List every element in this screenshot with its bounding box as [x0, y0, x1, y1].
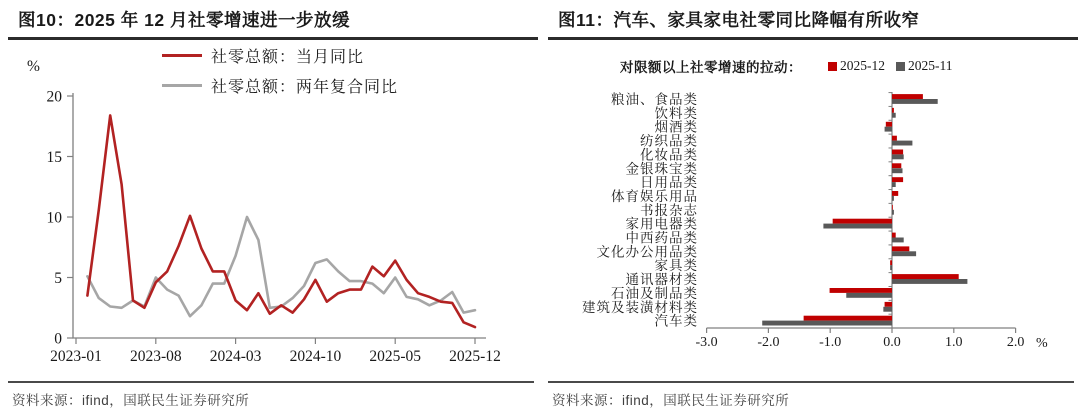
svg-text:2023-08: 2023-08: [129, 348, 182, 365]
svg-text:2024-10: 2024-10: [289, 348, 342, 365]
svg-text:-2.0: -2.0: [757, 335, 780, 350]
svg-text:体育娱乐用品: 体育娱乐用品: [611, 188, 698, 204]
figure-11-panel: [540, 0, 1080, 420]
svg-text:-1.0: -1.0: [819, 335, 842, 350]
svg-text:2.0: 2.0: [1006, 335, 1025, 350]
svg-text:建筑及装潢材料类: 建筑及装潢材料类: [582, 299, 698, 315]
svg-text:5: 5: [54, 270, 62, 287]
svg-text:文化办公用品类: 文化办公用品类: [596, 244, 698, 260]
svg-text:书报杂志: 书报杂志: [640, 202, 698, 218]
figure-11-title: 图11：汽车、家具家电社零同比降幅有所收窄: [548, 5, 1078, 40]
svg-text:化妆品类: 化妆品类: [640, 147, 698, 163]
svg-text:日用品类: 日用品类: [640, 175, 698, 191]
svg-text:石油及制品类: 石油及制品类: [611, 285, 698, 301]
svg-text:烟酒类: 烟酒类: [654, 119, 698, 135]
svg-text:汽车类: 汽车类: [654, 313, 698, 329]
svg-text:2025-05: 2025-05: [369, 348, 422, 365]
figure-11-bar-chart-canvas: [540, 0, 1080, 420]
svg-text:金银珠宝类: 金银珠宝类: [625, 161, 698, 177]
svg-text:0: 0: [54, 330, 62, 348]
svg-text:家具类: 家具类: [654, 258, 698, 274]
svg-text:0.0: 0.0: [883, 335, 901, 350]
svg-text:10: 10: [46, 209, 62, 227]
svg-text:2024-03: 2024-03: [209, 348, 262, 365]
svg-text:-3.0: -3.0: [695, 335, 718, 350]
2025-12-label: 2025-12: [840, 58, 885, 73]
figure-10-title: 图10：2025 年 12 月社零增速进一步放缓: [8, 5, 538, 40]
svg-text:2023-01: 2023-01: [50, 348, 102, 365]
svg-text:15: 15: [46, 149, 62, 166]
svg-text:2025-12: 2025-12: [449, 348, 501, 365]
2025-11-label: 2025-11: [908, 58, 953, 73]
figure-10-source: 资料来源：ifind，国联民生证券研究所: [8, 381, 534, 409]
svg-text:通讯器材类: 通讯器材类: [625, 272, 698, 288]
svg-text:饮料类: 饮料类: [654, 105, 698, 121]
svg-text:纺织品类: 纺织品类: [640, 133, 698, 149]
svg-text:%: %: [1036, 336, 1048, 351]
svg-text:1.0: 1.0: [945, 335, 963, 350]
monthly-yoy-label: 社零总额：当月同比: [211, 49, 365, 66]
svg-text:中西药品类: 中西药品类: [625, 230, 698, 246]
pull-annotation-label: 对限额以上社零增速的拉动：: [620, 60, 802, 75]
svg-text:粮油、食品类: 粮油、食品类: [611, 92, 698, 107]
svg-text:家用电器类: 家用电器类: [625, 216, 698, 232]
svg-text:%: %: [27, 58, 40, 75]
two-year-cagr-label: 社零总额：两年复合同比: [211, 79, 399, 96]
svg-text:20: 20: [46, 88, 62, 106]
figure-11-source: 资料来源：ifind，国联民生证券研究所: [548, 381, 1074, 409]
